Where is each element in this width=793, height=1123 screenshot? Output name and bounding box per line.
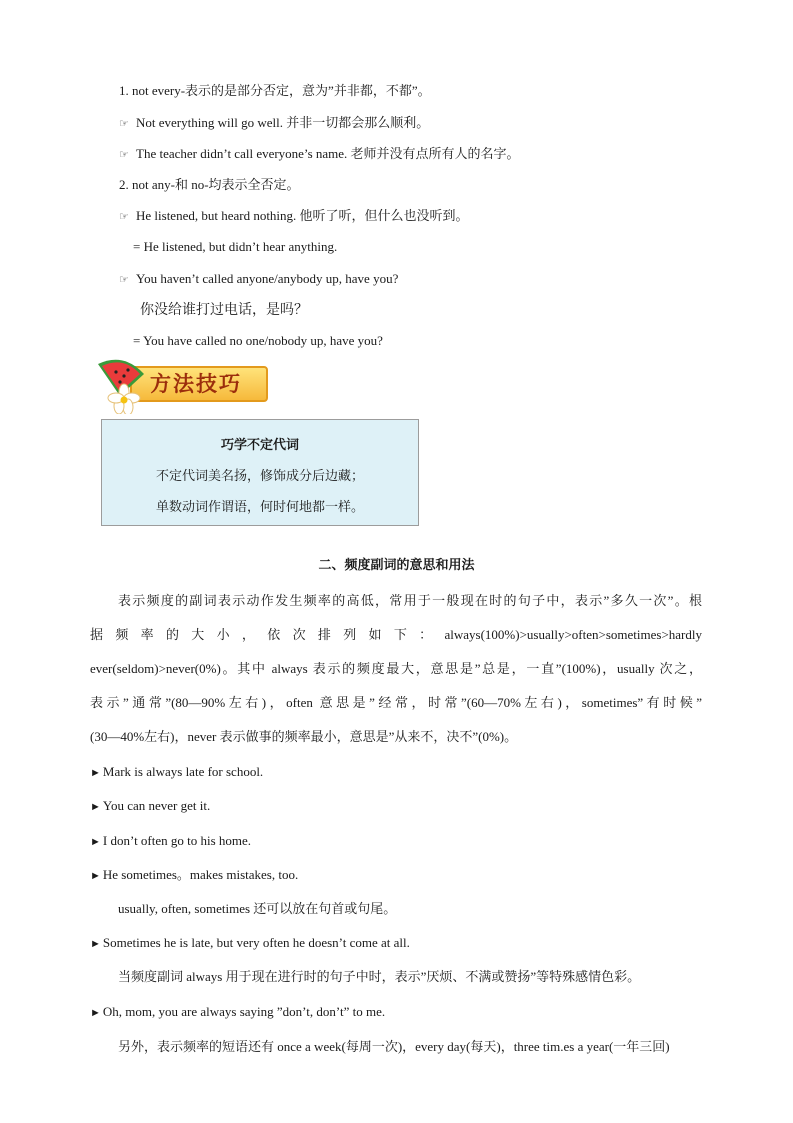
example-text: You can never get it. <box>102 798 211 813</box>
pointing-hand-icon: ☞ <box>119 211 129 223</box>
paragraph-line: 据 频 率 的 大 小 ， 依 次 排 列 如 下 ： always(100%)>usually>often>sometimes>hardly <box>90 627 702 642</box>
banner-title: 方法技巧 <box>150 371 242 396</box>
note-text: usually, often, sometimes 还可以放在句首或句尾。 <box>118 901 397 916</box>
section-title: 二、频度副词的意思和用法 <box>318 558 475 573</box>
intro-paragraph <box>90 584 702 754</box>
example-sentence <box>119 270 398 289</box>
rule-not-any: 2. not any-和 no-均表示全否定。 <box>119 177 300 192</box>
example-sentence <box>119 207 469 226</box>
tip-line: 不定代词美名扬，修饰成分后边藏； <box>155 469 364 484</box>
example-sentence <box>90 1003 385 1022</box>
triangle-bullet-icon: ► <box>90 870 101 882</box>
note-text: 当频度副词 always 用于现在进行时的句子中时，表示”厌烦、不满或赞扬”等特殊感情色彩。 <box>118 969 641 984</box>
example-sentence <box>119 145 520 164</box>
paragraph-line: (30—40%左右)，never 表示做事的频率最小，意思是”从来不，决不”(0%)。 <box>90 729 518 744</box>
pointing-hand-icon: ☞ <box>119 149 129 161</box>
tip-line: 单数动词作谓语，何时何地都一样。 <box>155 500 364 515</box>
pointing-hand-icon: ☞ <box>119 274 129 286</box>
tip-box <box>101 419 419 526</box>
example-text: You haven’t called anyone/anybody up, have you? <box>136 271 399 286</box>
example-text: Oh, mom, you are always saying ”don’t, don’t” to me. <box>102 1004 386 1019</box>
example-text: He sometimes。makes mistakes, too. <box>102 867 299 882</box>
triangle-bullet-icon: ► <box>90 801 101 813</box>
example-text: He listened, but heard nothing. 他听了听，但什么也没听到。 <box>136 208 469 223</box>
example-text: The teacher didn’t call everyone’s name. 老师并没有点所有人的名字。 <box>136 146 520 161</box>
example-text: Mark is always late for school. <box>102 764 264 779</box>
example-text: I don’t often go to his home. <box>102 833 252 848</box>
example-equivalent: = You have called no one/nobody up, have you? <box>133 333 383 348</box>
example-translation: 你没给谁打过电话，是吗？ <box>140 302 308 318</box>
rule-not-every: 1. not every-表示的是部分否定，意为”并非都，不都”。 <box>119 83 431 98</box>
example-text: Sometimes he is late, but very often he doesn’t come at all. <box>102 935 410 950</box>
example-sentence <box>90 832 251 851</box>
example-sentence <box>119 114 429 133</box>
method-tips-banner <box>90 352 272 414</box>
example-equivalent: = He listened, but didn’t hear anything. <box>133 239 338 254</box>
paragraph-line: ever(seldom)>never(0%)。其中 always 表示的频度最大，意思是”总是，一直”(100%)，usually 次之， <box>90 661 702 676</box>
example-sentence <box>90 866 298 885</box>
triangle-bullet-icon: ► <box>90 938 101 950</box>
paragraph-line: 表示”通常”(80—90%左右)，often 意思是”经常，时常”(60—70%左右)，sometimes”有时候” <box>90 695 702 710</box>
example-sentence <box>90 763 263 782</box>
note-text: 另外，表示频率的短语还有 once a week(每周一次)，every day(每天)，three tim.es a year(一年三回) <box>118 1039 670 1054</box>
example-sentence <box>90 797 210 816</box>
example-sentence <box>90 934 410 953</box>
pointing-hand-icon: ☞ <box>119 118 129 130</box>
tip-heading: 巧学不定代词 <box>220 438 299 453</box>
triangle-bullet-icon: ► <box>90 1007 101 1019</box>
triangle-bullet-icon: ► <box>90 836 101 848</box>
paragraph-line: 表示频度的副词表示动作发生频率的高低，常用于一般现在时的句子中，表示”多久一次”。根 <box>118 593 702 608</box>
example-text: Not everything will go well. 并非一切都会那么顺利。 <box>136 115 430 130</box>
triangle-bullet-icon: ► <box>90 767 101 779</box>
